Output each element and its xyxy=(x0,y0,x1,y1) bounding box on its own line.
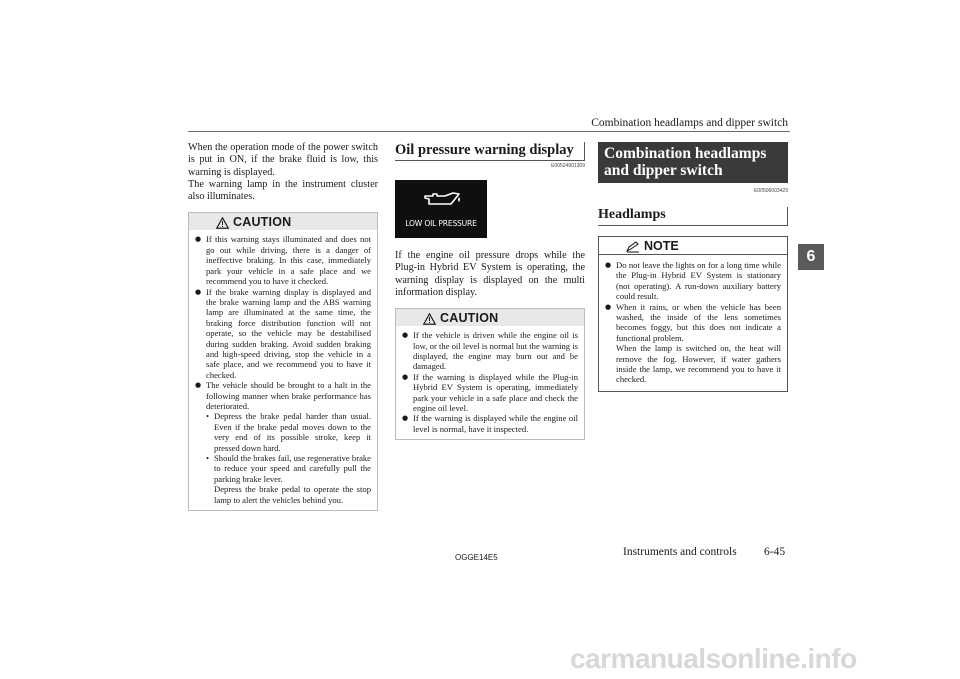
footer-manual-code: OGGE14E5 xyxy=(455,553,498,562)
caution-sub-bullet-text: Should the brakes fail, use regenerative brake to reduce your speed and carefully pull the parking brake lever. xyxy=(214,453,371,484)
note-box xyxy=(598,236,788,392)
section-code: E00524901309 xyxy=(551,163,585,169)
caution-box-brake xyxy=(188,212,378,511)
bullet-dot-icon: ● xyxy=(402,414,409,423)
caution-bullet xyxy=(402,330,578,372)
note-label: NOTE xyxy=(644,238,679,253)
header-rule xyxy=(188,131,790,132)
caution-body xyxy=(189,230,377,505)
intro-paragraph-2: The warning lamp in the instrument cluster also illuminates. xyxy=(188,178,378,203)
note-bullet-text: When it rains, or when the vehicle has been washed, the inside of the lens sometimes becomes foggy, but this does not indicate a functional problem. xyxy=(616,301,781,343)
caution-bullet xyxy=(195,234,371,286)
caution-bullet-text: The vehicle should be brought to a halt in the following manner when brake performance has deteriorated. xyxy=(206,380,371,411)
caution-label: CAUTION xyxy=(233,214,292,229)
note-header xyxy=(599,237,787,255)
caution-bullet xyxy=(402,372,578,414)
caution-bullet xyxy=(195,380,371,411)
caution-bullet-text: If this warning stays illuminated and does not go out while driving, there is a danger of ineffective braking. In this case, immediately park your vehicle in a safe place and we recommend you to have it checked. xyxy=(206,234,371,287)
low-oil-pressure-display xyxy=(395,180,487,238)
section-code: E00506003429 xyxy=(754,188,788,194)
caution-bullet-text: If the warning is displayed while the engine oil level is normal, have it inspected. xyxy=(413,413,578,434)
section-title-oil-pressure: Oil pressure warning display xyxy=(395,142,585,161)
caution-body xyxy=(396,326,584,434)
note-bullet-text: Do not leave the lights on for a long time while the Plug-in Hybrid EV System is stationary (not operating). A run-down auxiliary battery could result. xyxy=(616,260,781,302)
caution-bullet-text: If the vehicle is driven while the engine oil is low, or the oil level is normal but the warning is displayed, the engine may burn out and be damaged. xyxy=(413,330,578,372)
caution-box-oil xyxy=(395,308,585,440)
watermark-logo: carmanualsonline.info xyxy=(570,643,857,674)
note-body xyxy=(599,255,787,385)
bullet-dot-icon: ● xyxy=(605,261,612,269)
bullet-dot-icon: ● xyxy=(605,302,612,311)
caution-sub-bullet xyxy=(206,453,371,484)
pencil-note-icon xyxy=(626,240,640,252)
bullet-dot-icon: ● xyxy=(195,235,202,244)
display-text: LOW OIL PRESSURE xyxy=(405,219,477,228)
section-title-headlamps-switch: Combination headlamps and dipper switch xyxy=(598,142,788,183)
note-bullet xyxy=(605,260,781,302)
footer-page-number: 6-45 xyxy=(764,546,786,558)
caution-label: CAUTION xyxy=(440,310,499,325)
note-bullet xyxy=(605,302,781,344)
intro-paragraph-1: When the operation mode of the power switch is put in ON, if the brake fluid is low, this warning is displayed. xyxy=(188,142,378,178)
warning-triangle-icon xyxy=(216,216,229,228)
caution-header xyxy=(189,213,377,230)
bullet-dot-icon: ● xyxy=(402,372,409,381)
caution-sub-continuation-text: Depress the brake pedal to operate the stop lamp to alert the vehicles behind you. xyxy=(214,484,371,505)
oil-can-icon xyxy=(423,188,463,208)
bullet-dot-icon: ● xyxy=(195,381,202,390)
column-middle xyxy=(395,142,585,440)
caution-bullet xyxy=(195,287,371,381)
bullet-dot-icon: ● xyxy=(195,287,202,296)
running-header-title: Combination headlamps and dipper switch xyxy=(591,117,788,129)
column-right xyxy=(598,142,788,392)
warning-triangle-icon xyxy=(423,312,436,324)
column-left xyxy=(188,142,378,511)
note-continuation: When the lamp is switched on, the heat will remove the fog. However, if water gathers inside the lamp, we recommend you to have it checked. xyxy=(616,343,781,385)
caution-sub-bullet-text: Depress the brake pedal harder than usual. Even if the brake pedal moves down to the very end of its possible stroke, keep it pressed down hard. xyxy=(214,411,371,453)
caution-header xyxy=(396,309,584,326)
caution-sub-bullet xyxy=(206,411,371,453)
caution-bullet xyxy=(402,413,578,434)
caution-sub-continuation xyxy=(206,484,371,505)
sub-bullet-dot-icon: • xyxy=(206,453,210,464)
bullet-dot-icon: ● xyxy=(402,331,409,340)
caution-bullet-text: If the warning is displayed while the Plug-in Hybrid EV System is operating, immediately park your vehicle in a safe place and check the engine oil level. xyxy=(413,371,578,414)
footer-section-name: Instruments and controls xyxy=(623,546,737,558)
subsection-title-headlamps: Headlamps xyxy=(598,207,788,226)
sub-bullet-dot-icon: • xyxy=(206,411,210,422)
caution-bullet-text: If the brake warning display is displayed and the brake warning lamp and the ABS warning lamp are illuminated at the same time, the braking force distribution function will not operate, so the vehicle may be destabilised during sudden braking. Avoid sudden braking and high-speed driving, stop the vehicle in a safe place, and we recommend you to have it checked. xyxy=(206,286,371,380)
chapter-tab[interactable]: 6 xyxy=(798,244,824,270)
oil-pressure-body: If the engine oil pressure drops while the Plug-in Hybrid EV System is operating, the warning display is displayed on the multi information display. xyxy=(395,250,585,298)
